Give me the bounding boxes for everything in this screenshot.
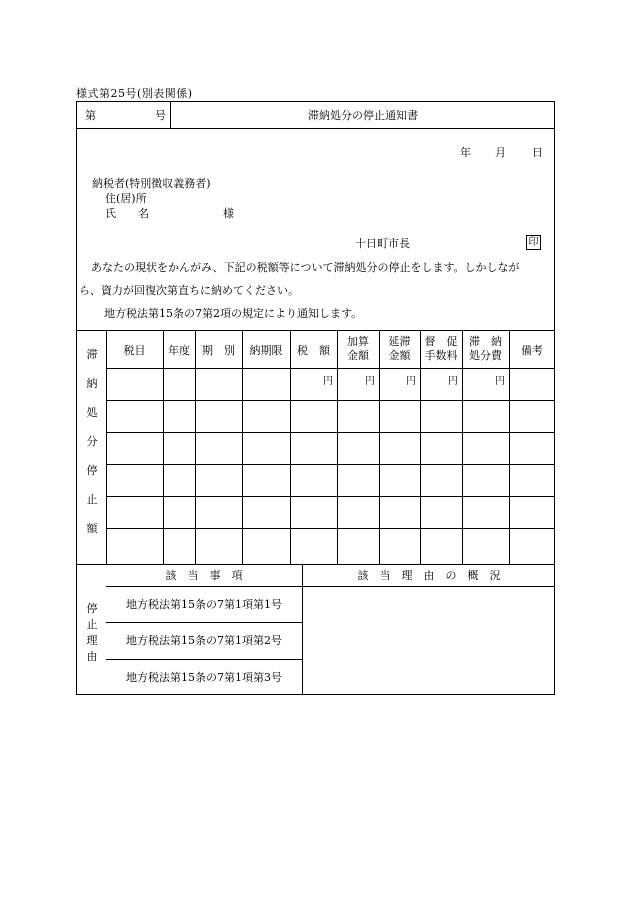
issuer-name: 十日町市長 bbox=[355, 237, 410, 250]
header-tax-item: 税目 bbox=[123, 344, 146, 357]
seal-mark: 印 bbox=[526, 235, 541, 250]
yen-reminder: 円 bbox=[448, 376, 458, 387]
reason-label-char: 理 bbox=[86, 634, 98, 647]
reason-label-char: 止 bbox=[86, 618, 98, 631]
header-additional: 加算 金額 bbox=[347, 335, 369, 362]
applicable-items-header: 該 当 事 項 bbox=[165, 569, 243, 582]
document-title: 滞納処分の停止通知書 bbox=[308, 109, 418, 122]
header-disposal-cost: 滞 納 処分費 bbox=[469, 335, 502, 362]
recipient-honorific: 様 bbox=[223, 207, 234, 220]
reason-summary-header: 該 当 理 由 の 概 況 bbox=[357, 569, 501, 582]
header-year: 年度 bbox=[168, 344, 190, 357]
notice-form bbox=[76, 101, 555, 695]
body-line-3: 地方税法第15条の7第2項の規定により通知します。 bbox=[104, 307, 363, 320]
section-label-char: 額 bbox=[86, 522, 98, 535]
recipient-name: 氏 名 bbox=[105, 207, 149, 220]
header-delinquency: 延滞 金額 bbox=[388, 335, 411, 362]
number-suffix: 号 bbox=[155, 109, 166, 122]
body-line-1: あなたの現状をかんがみ、下記の税額等について滞納処分の停止をします。しかしなが bbox=[91, 261, 520, 274]
yen-delinquency: 円 bbox=[406, 376, 416, 387]
recipient-address: 住(居)所 bbox=[105, 192, 147, 205]
section-label-char: 停 bbox=[86, 464, 98, 477]
section-label-char: 止 bbox=[86, 493, 98, 506]
yen-tax-amount: 円 bbox=[323, 376, 333, 387]
yen-additional: 円 bbox=[365, 376, 375, 387]
reason-item-2: 地方税法第15条の7第1項第2号 bbox=[126, 634, 282, 647]
header-tax-amount: 税 額 bbox=[297, 344, 330, 357]
reason-label-char: 由 bbox=[86, 650, 98, 663]
form-caption: 様式第25号(別表関係) bbox=[76, 87, 193, 100]
header-remarks: 備考 bbox=[521, 344, 543, 357]
date-month: 月 bbox=[495, 146, 506, 159]
date-day: 日 bbox=[532, 146, 543, 159]
section-label-char: 分 bbox=[86, 435, 98, 448]
section-label-char: 納 bbox=[86, 377, 98, 390]
header-reminder-fee: 督 促 手数料 bbox=[424, 335, 458, 362]
reason-label-char: 停 bbox=[86, 602, 98, 615]
reason-item-1: 地方税法第15条の7第1項第1号 bbox=[126, 598, 282, 611]
date-year: 年 bbox=[460, 146, 471, 159]
section-label-char: 処 bbox=[86, 406, 98, 419]
header-due-date: 納期限 bbox=[249, 344, 283, 357]
yen-disposal: 円 bbox=[495, 376, 505, 387]
reason-item-3: 地方税法第15条の7第1項第3号 bbox=[126, 671, 282, 684]
header-period: 期 別 bbox=[202, 344, 235, 357]
body-line-2: ら、資力が回復次第直ちに納めてください。 bbox=[79, 284, 299, 297]
recipient-label: 納税者(特別徴収義務者) bbox=[92, 177, 211, 190]
number-prefix: 第 bbox=[85, 109, 96, 122]
section-label-char: 滞 bbox=[86, 348, 98, 361]
